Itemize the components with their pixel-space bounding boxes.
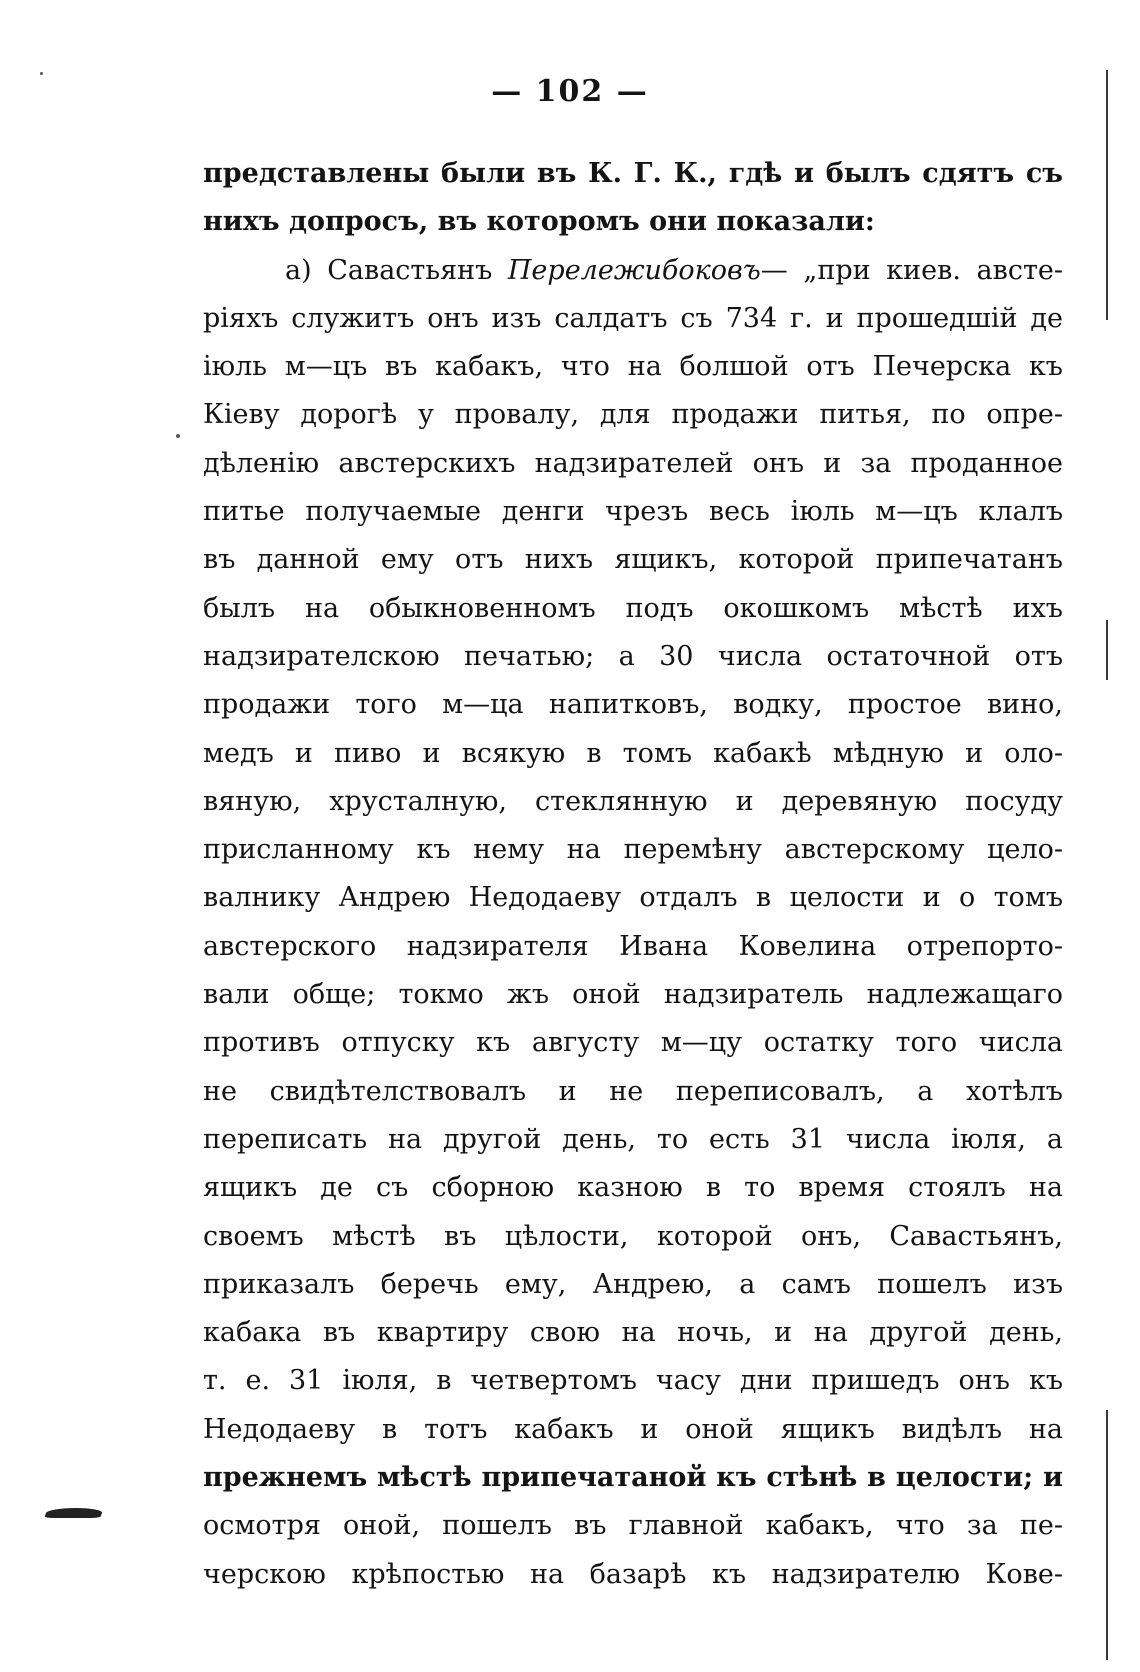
text-line xyxy=(203,247,1063,295)
body-text xyxy=(203,150,1063,1599)
text-line: переписать на другой день, то есть 31 числа іюля, а xyxy=(203,1123,1063,1155)
italic-name: Перележибоковъ xyxy=(507,254,761,286)
text-line: Кіеву дорогѣ у провалу, для продажи питья, по опре- xyxy=(203,399,1063,431)
text-line: питье получаемые денги чрезъ весь іюль м—цъ клалъ xyxy=(203,496,1063,528)
text-line: нихъ допросъ, въ которомъ они показали: xyxy=(203,206,875,238)
text-line: продажи того м—ца напитковъ, водку, простое вино, xyxy=(203,689,1063,721)
page-number: — 102 — xyxy=(491,74,649,109)
scan-speck xyxy=(176,434,180,438)
text-line-part: — „при киев. австе- xyxy=(760,254,1063,286)
scan-speck xyxy=(40,72,43,75)
ink-blot xyxy=(44,1508,104,1518)
text-line: не свидѣтелствовалъ и не переписовалъ, а хотѣлъ xyxy=(203,1075,1063,1107)
text-line: въ данной ему отъ нихъ ящикъ, которой припечатанъ xyxy=(203,544,1063,576)
text-line: вяную, хрусталную, стеклянную и деревяную посуду xyxy=(203,785,1063,817)
text-line: противъ отпуску къ августу м—цу остатку того числа xyxy=(203,1027,1063,1059)
text-line: т. е. 31 іюля, в четвертомъ часу дни пришедъ онъ къ xyxy=(203,1365,1063,1397)
text-line: австерского надзирателя Ивана Ковелина отрепорто- xyxy=(203,930,1063,962)
text-line: кабака въ квартиру свою на ночь, и на другой день, xyxy=(203,1317,1063,1349)
text-line: медъ и пиво и всякую в томъ кабакѣ мѣдную и оло- xyxy=(203,737,1063,769)
scan-edge-line xyxy=(1106,1410,1108,1660)
text-line: былъ на обыкновенномъ подъ окошкомъ мѣстѣ ихъ xyxy=(203,592,1063,624)
text-line: приказалъ беречь ему, Андрею, а самъ пошелъ изъ xyxy=(203,1268,1063,1300)
text-line: Недодаеву в тотъ кабакъ и оной ящикъ видѣлъ на xyxy=(203,1413,1063,1445)
text-line: іюль м—цъ въ кабакъ, что на болшой отъ Печерска къ xyxy=(203,351,1063,383)
text-line: присланному къ нему на перемѣну австерскому цело- xyxy=(203,834,1063,866)
text-line-part: а) Савастьянъ xyxy=(285,254,508,286)
scan-edge-line xyxy=(1106,620,1108,680)
text-line: осмотря оной, пошелъ въ главной кабакъ, что за пе- xyxy=(203,1510,1063,1542)
text-line: дѣленію австерскихъ надзирателей онъ и за проданное xyxy=(203,447,1063,479)
scan-edge-line xyxy=(1106,70,1108,320)
text-line: ріяхъ служитъ онъ изъ салдатъ съ 734 г. и прошедшій де xyxy=(203,302,1063,334)
text-line: своемъ мѣстѣ въ цѣлости, которой онъ, Савастьянъ, xyxy=(203,1220,1063,1252)
text-line: черскою крѣпостью на базарѣ къ надзирателю Кове- xyxy=(203,1558,1063,1590)
text-line: вали обще; токмо жъ оной надзиратель надлежащаго xyxy=(203,979,1063,1011)
text-line: надзирателскою печатью; а 30 числа остаточной отъ xyxy=(203,640,1063,672)
text-line: ящикъ де съ сборною казною в то время стоялъ на xyxy=(203,1172,1063,1204)
text-line: прежнемъ мѣстѣ припечатаной къ стѣнѣ в целости; и xyxy=(203,1462,1063,1494)
text-line: представлены были въ К. Г. К., гдѣ и былъ сдятъ съ xyxy=(203,158,1063,189)
text-line: валнику Андрею Недодаеву отдалъ в целости и о томъ xyxy=(203,882,1063,914)
